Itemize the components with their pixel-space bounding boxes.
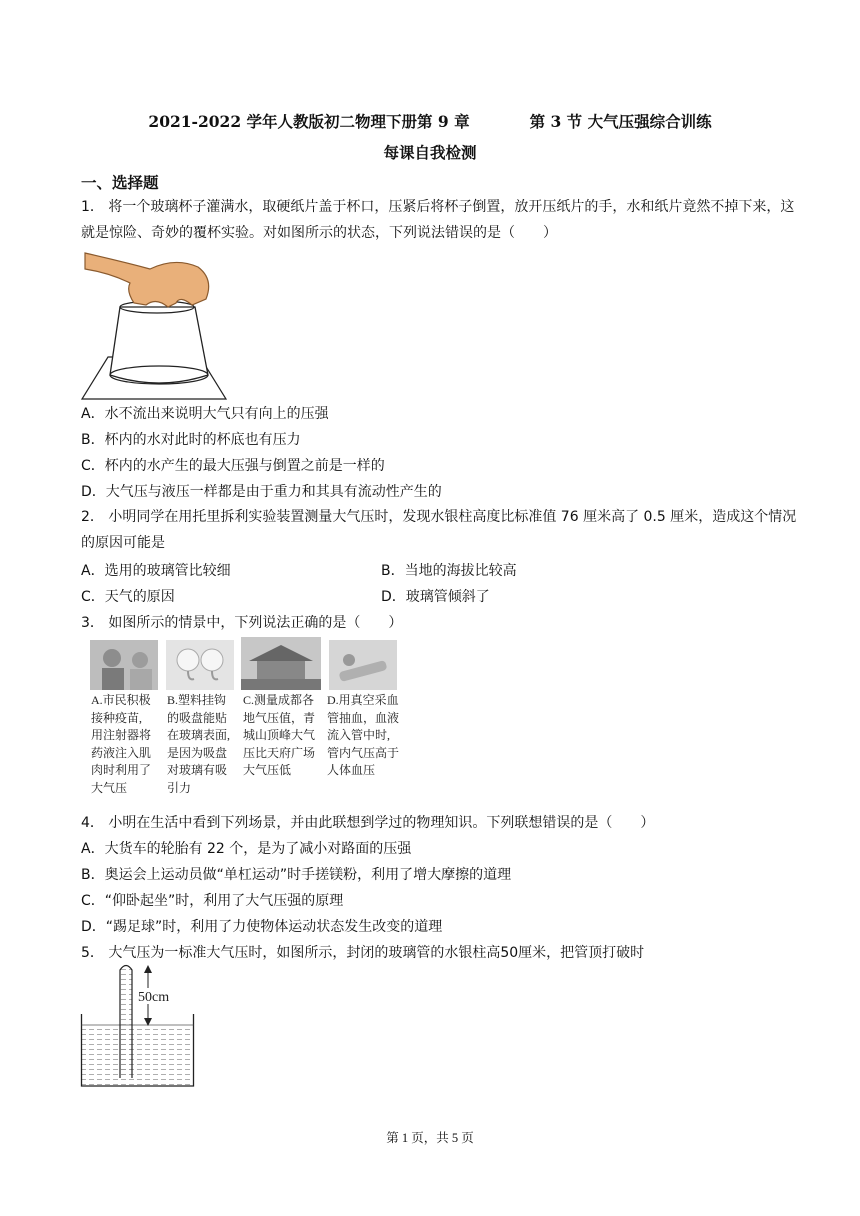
title-right: 第 3 节 大气压强综合训练 (529, 112, 712, 131)
vaccination-photo (90, 640, 158, 690)
q1-option-a[interactable]: A．水不流出来说明大气只有向上的压强 (81, 406, 329, 422)
hand-icon (85, 253, 209, 307)
document-title (0, 110, 860, 132)
q2-option-b[interactable]: B．当地的海拔比较高 (381, 563, 517, 579)
q4-option-d[interactable]: D．“踢足球”时，利用了力使物体运动状态发生改变的道理 (81, 919, 443, 935)
q4-option-b[interactable]: B．奥运会上运动员做“单杠运动”时手搓镁粉，利用了增大摩擦的道理 (81, 867, 512, 883)
q3-caption-b[interactable]: B.塑料挂钩 的吸盘能贴 在玻璃表面, 是因为吸盘 对玻璃有吸 引力 (167, 693, 231, 795)
document-subtitle: 每课自我检测 (383, 144, 477, 162)
q3-caption-c[interactable]: C.测量成都各 地气压值，青 城山顶峰大气 压比天府广场 大气压低 (243, 693, 316, 777)
q2-option-c[interactable]: C．天气的原因 (81, 589, 175, 605)
question-1-stem: 1． 将一个玻璃杯子灌满水，取硬纸片盖于杯口，压紧后将杯子倒置，放开压纸片的手，水和纸片竟然不掉下来，这就是惊险、奇妙的覆杯实验。对如图所示的状态，下列说法错误的是（ ） (81, 199, 795, 241)
question-5-stem: 5． 大气压为一标准大气压时，如图所示，封闭的玻璃管的水银柱高50厘米，把管顶打破时 (81, 945, 645, 961)
page-footer: 第 1 页，共 5 页 (386, 1131, 474, 1145)
q1-option-d[interactable]: D．大气压与液压一样都是由于重力和其具有流动性产生的 (81, 484, 442, 500)
q3-caption-d[interactable]: D.用真空采血 管抽血，血液 流入管中时, 管内气压高于 人体血压 (327, 693, 400, 777)
q4-option-c[interactable]: C．“仰卧起坐”时，利用了大气压强的原理 (81, 893, 344, 909)
q1-option-b[interactable]: B．杯内的水对此时的杯底也有压力 (81, 432, 301, 448)
blood-draw-photo (329, 640, 397, 690)
suction-hook-photo (166, 640, 234, 690)
q2-option-d[interactable]: D．玻璃管倾斜了 (381, 589, 490, 605)
glass-cup (110, 307, 208, 383)
mercury-tube-figure (80, 962, 196, 1088)
mountain-temple-photo (241, 637, 321, 690)
inverted-cup-figure (80, 247, 230, 402)
height-label: 50cm (138, 990, 170, 1005)
q1-option-c[interactable]: C．杯内的水产生的最大压强与倒置之前是一样的 (81, 458, 385, 474)
q2-option-a[interactable]: A．选用的玻璃管比较细 (81, 563, 231, 579)
q3-caption-a[interactable]: A.市民积极 接种疫苗, 用注射器将 药液注入肌 肉时利用了 大气压 (91, 693, 152, 795)
title-left: 2021-2022 学年人教版初二物理下册第 9 章 (148, 112, 470, 131)
question-3-stem: 3． 如图所示的情景中，下列说法正确的是（ ） (81, 615, 403, 631)
question-4-stem: 4． 小明在生活中看到下列场景，并由此联想到学过的物理知识。下列联想错误的是（ ） (81, 815, 655, 831)
question-2-stem: 2． 小明同学在用托里拆利实验装置测量大气压时，发现水银柱高度比标准值 76 厘米高了 0.5 厘米，造成这个情况的原因可能是 (81, 509, 797, 551)
mercury-dish-liquid (82, 1025, 194, 1086)
q4-option-a[interactable]: A．大货车的轮胎有 22 个，是为了减小对路面的压强 (81, 841, 412, 857)
section-heading: 一、选择题 (81, 174, 159, 192)
